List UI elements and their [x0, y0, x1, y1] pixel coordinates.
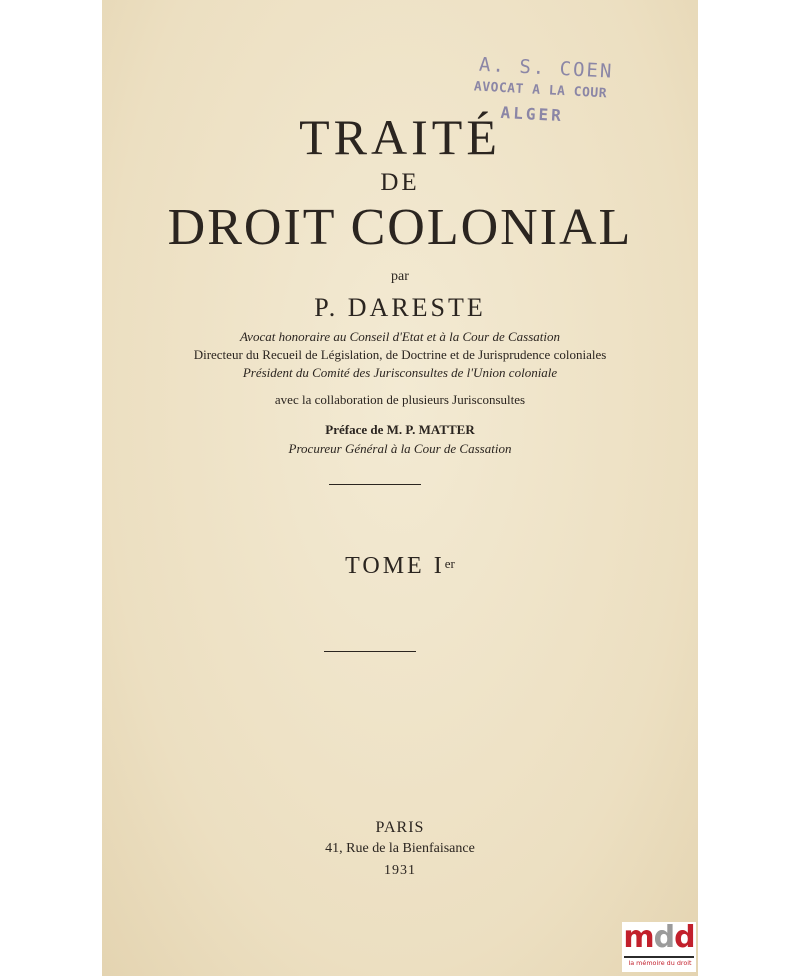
volume-ordinal-suffix: er: [444, 556, 455, 571]
title-page: [102, 0, 698, 976]
divider-rule-upper: [329, 484, 421, 485]
author-qualification-3: Président du Comité des Jurisconsultes de l'Union coloniale: [242, 365, 558, 380]
mdd-logo-bar: [624, 956, 694, 958]
author-name: P. DARESTE: [314, 293, 486, 322]
title-line-3: DROIT COLONIAL: [167, 199, 633, 256]
stamp-name: A. S. COEN: [478, 53, 614, 83]
author-qualification-2: Directeur du Recueil de Législation, de Doctrine et de Jurisprudence coloniales: [193, 347, 607, 362]
title-line-2: DE: [380, 169, 420, 196]
byline-par: par: [391, 269, 409, 284]
volume-label: TOME I: [345, 553, 445, 579]
title-line-1: TRAITÉ: [299, 109, 501, 165]
preface-line: Préface de M. P. MATTER: [325, 422, 475, 437]
collaboration-note: avec la collaboration de plusieurs Jurisconsultes: [274, 392, 526, 407]
mdd-watermark-logo: [622, 922, 696, 972]
preface-author-role: Procureur Général à la Cour de Cassation: [288, 441, 512, 456]
mdd-logo-mark: mdd: [623, 920, 695, 955]
stamp-profession: AVOCAT A LA COUR: [473, 79, 608, 102]
author-qualification-1: Avocat honoraire au Conseil d'Etat et à la Cour de Cassation: [239, 329, 561, 344]
mdd-logo-tagline: la mémoire du droit: [628, 959, 692, 967]
publisher-address: 41, Rue de la Bienfaisance: [325, 841, 475, 856]
divider-rule-lower: [324, 651, 416, 652]
publisher-city: PARIS: [375, 819, 425, 836]
stamp-city: ALGER: [500, 102, 565, 126]
volume-number: [102, 551, 698, 581]
ink-stamp: [462, 45, 662, 126]
publication-year: 1931: [384, 863, 416, 878]
